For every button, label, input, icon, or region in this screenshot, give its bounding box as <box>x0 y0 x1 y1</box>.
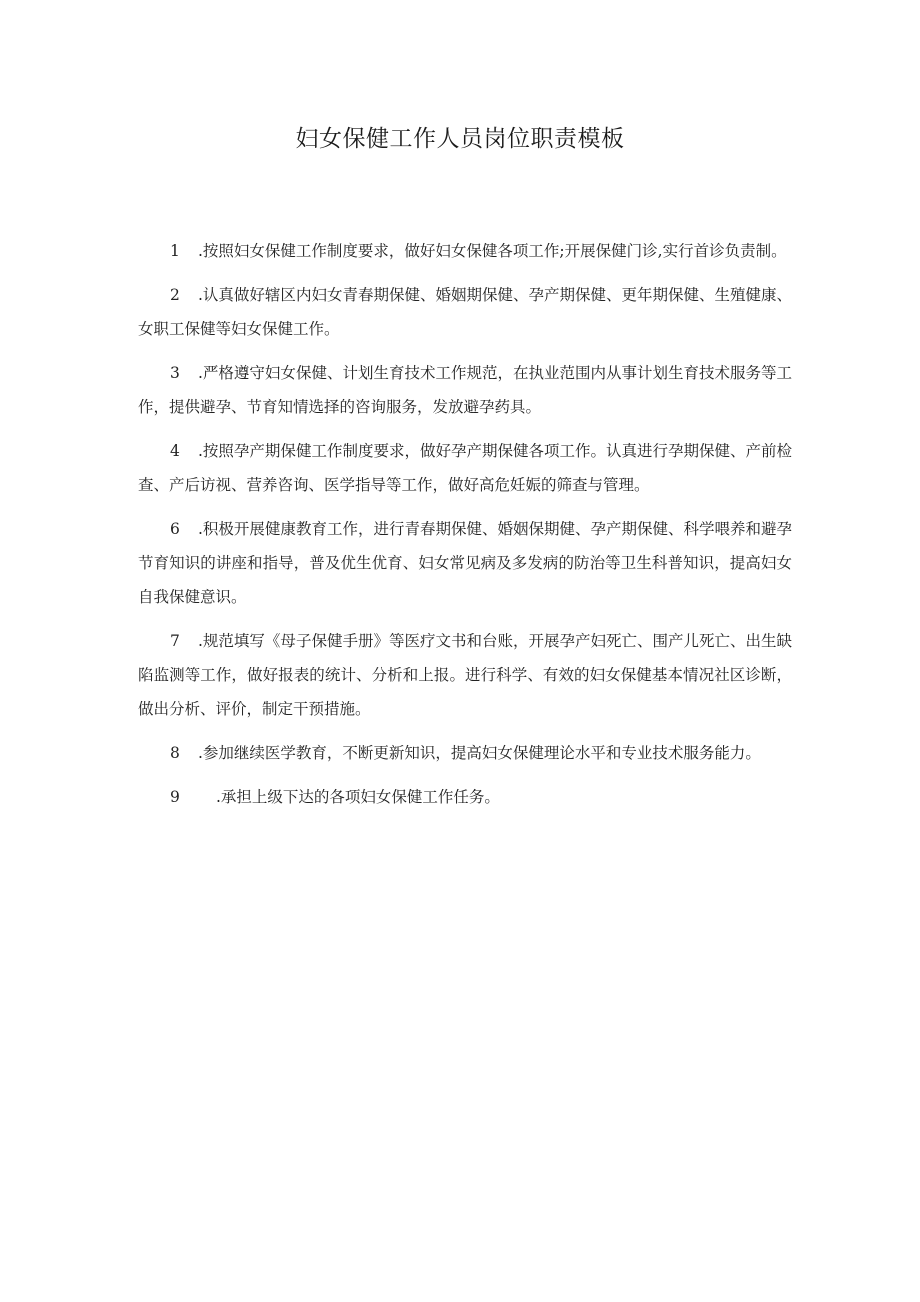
item-number: 7 <box>170 632 180 650</box>
duty-list <box>138 234 792 824</box>
item-number: 2 <box>170 286 180 304</box>
item-number: 6 <box>170 520 180 538</box>
duty-item-9 <box>138 780 792 814</box>
item-text: .认真做好辖区内妇女青春期保健、婚姻期保健、孕产期保健、更年期保健、生殖健康、女职工保健等妇女保健工作。 <box>138 286 792 338</box>
duty-item-1 <box>138 234 792 268</box>
duty-item-8 <box>138 736 792 770</box>
document-title: 妇女保健工作人员岗位职责模板 <box>295 126 625 152</box>
duty-item-3 <box>138 356 792 424</box>
item-text: .参加继续医学教育，不断更新知识，提高妇女保健理论水平和专业技术服务能力。 <box>198 744 761 762</box>
item-number: 1 <box>170 242 180 260</box>
duty-item-7 <box>138 624 792 726</box>
item-text: .承担上级下达的各项妇女保健工作任务。 <box>216 788 500 806</box>
item-number: 9 <box>170 788 180 806</box>
item-number: 3 <box>170 364 180 382</box>
item-text: .规范填写《母子保健手册》等医疗文书和台账，开展孕产妇死亡、围产儿死亡、出生缺陷监测等工作，做好报表的统计、分析和上报。进行科学、有效的妇女保健基本情况社区诊断，做出分析、评价，制定干预措施。 <box>138 632 792 718</box>
item-text: .按照妇女保健工作制度要求，做好妇女保健各项工作;开展保健门诊,实行首诊负责制。 <box>198 242 787 260</box>
item-number: 8 <box>170 744 180 762</box>
item-text: .积极开展健康教育工作，进行青春期保健、婚姻保期健、孕产期保健、科学喂养和避孕节育知识的讲座和指导，普及优生优育、妇女常见病及多发病的防治等卫生科普知识，提高妇女自我保健意识。 <box>138 520 792 606</box>
duty-item-4 <box>138 434 792 502</box>
item-text: .严格遵守妇女保健、计划生育技术工作规范，在执业范围内从事计划生育技术服务等工作，提供避孕、节育知情选择的咨询服务，发放避孕药具。 <box>138 364 792 416</box>
duty-item-2 <box>138 278 792 346</box>
duty-item-6 <box>138 512 792 614</box>
item-number: 4 <box>170 442 180 460</box>
item-text: .按照孕产期保健工作制度要求，做好孕产期保健各项工作。认真进行孕期保健、产前检查、产后访视、营养咨询、医学指导等工作，做好高危妊娠的筛查与管理。 <box>138 442 792 494</box>
